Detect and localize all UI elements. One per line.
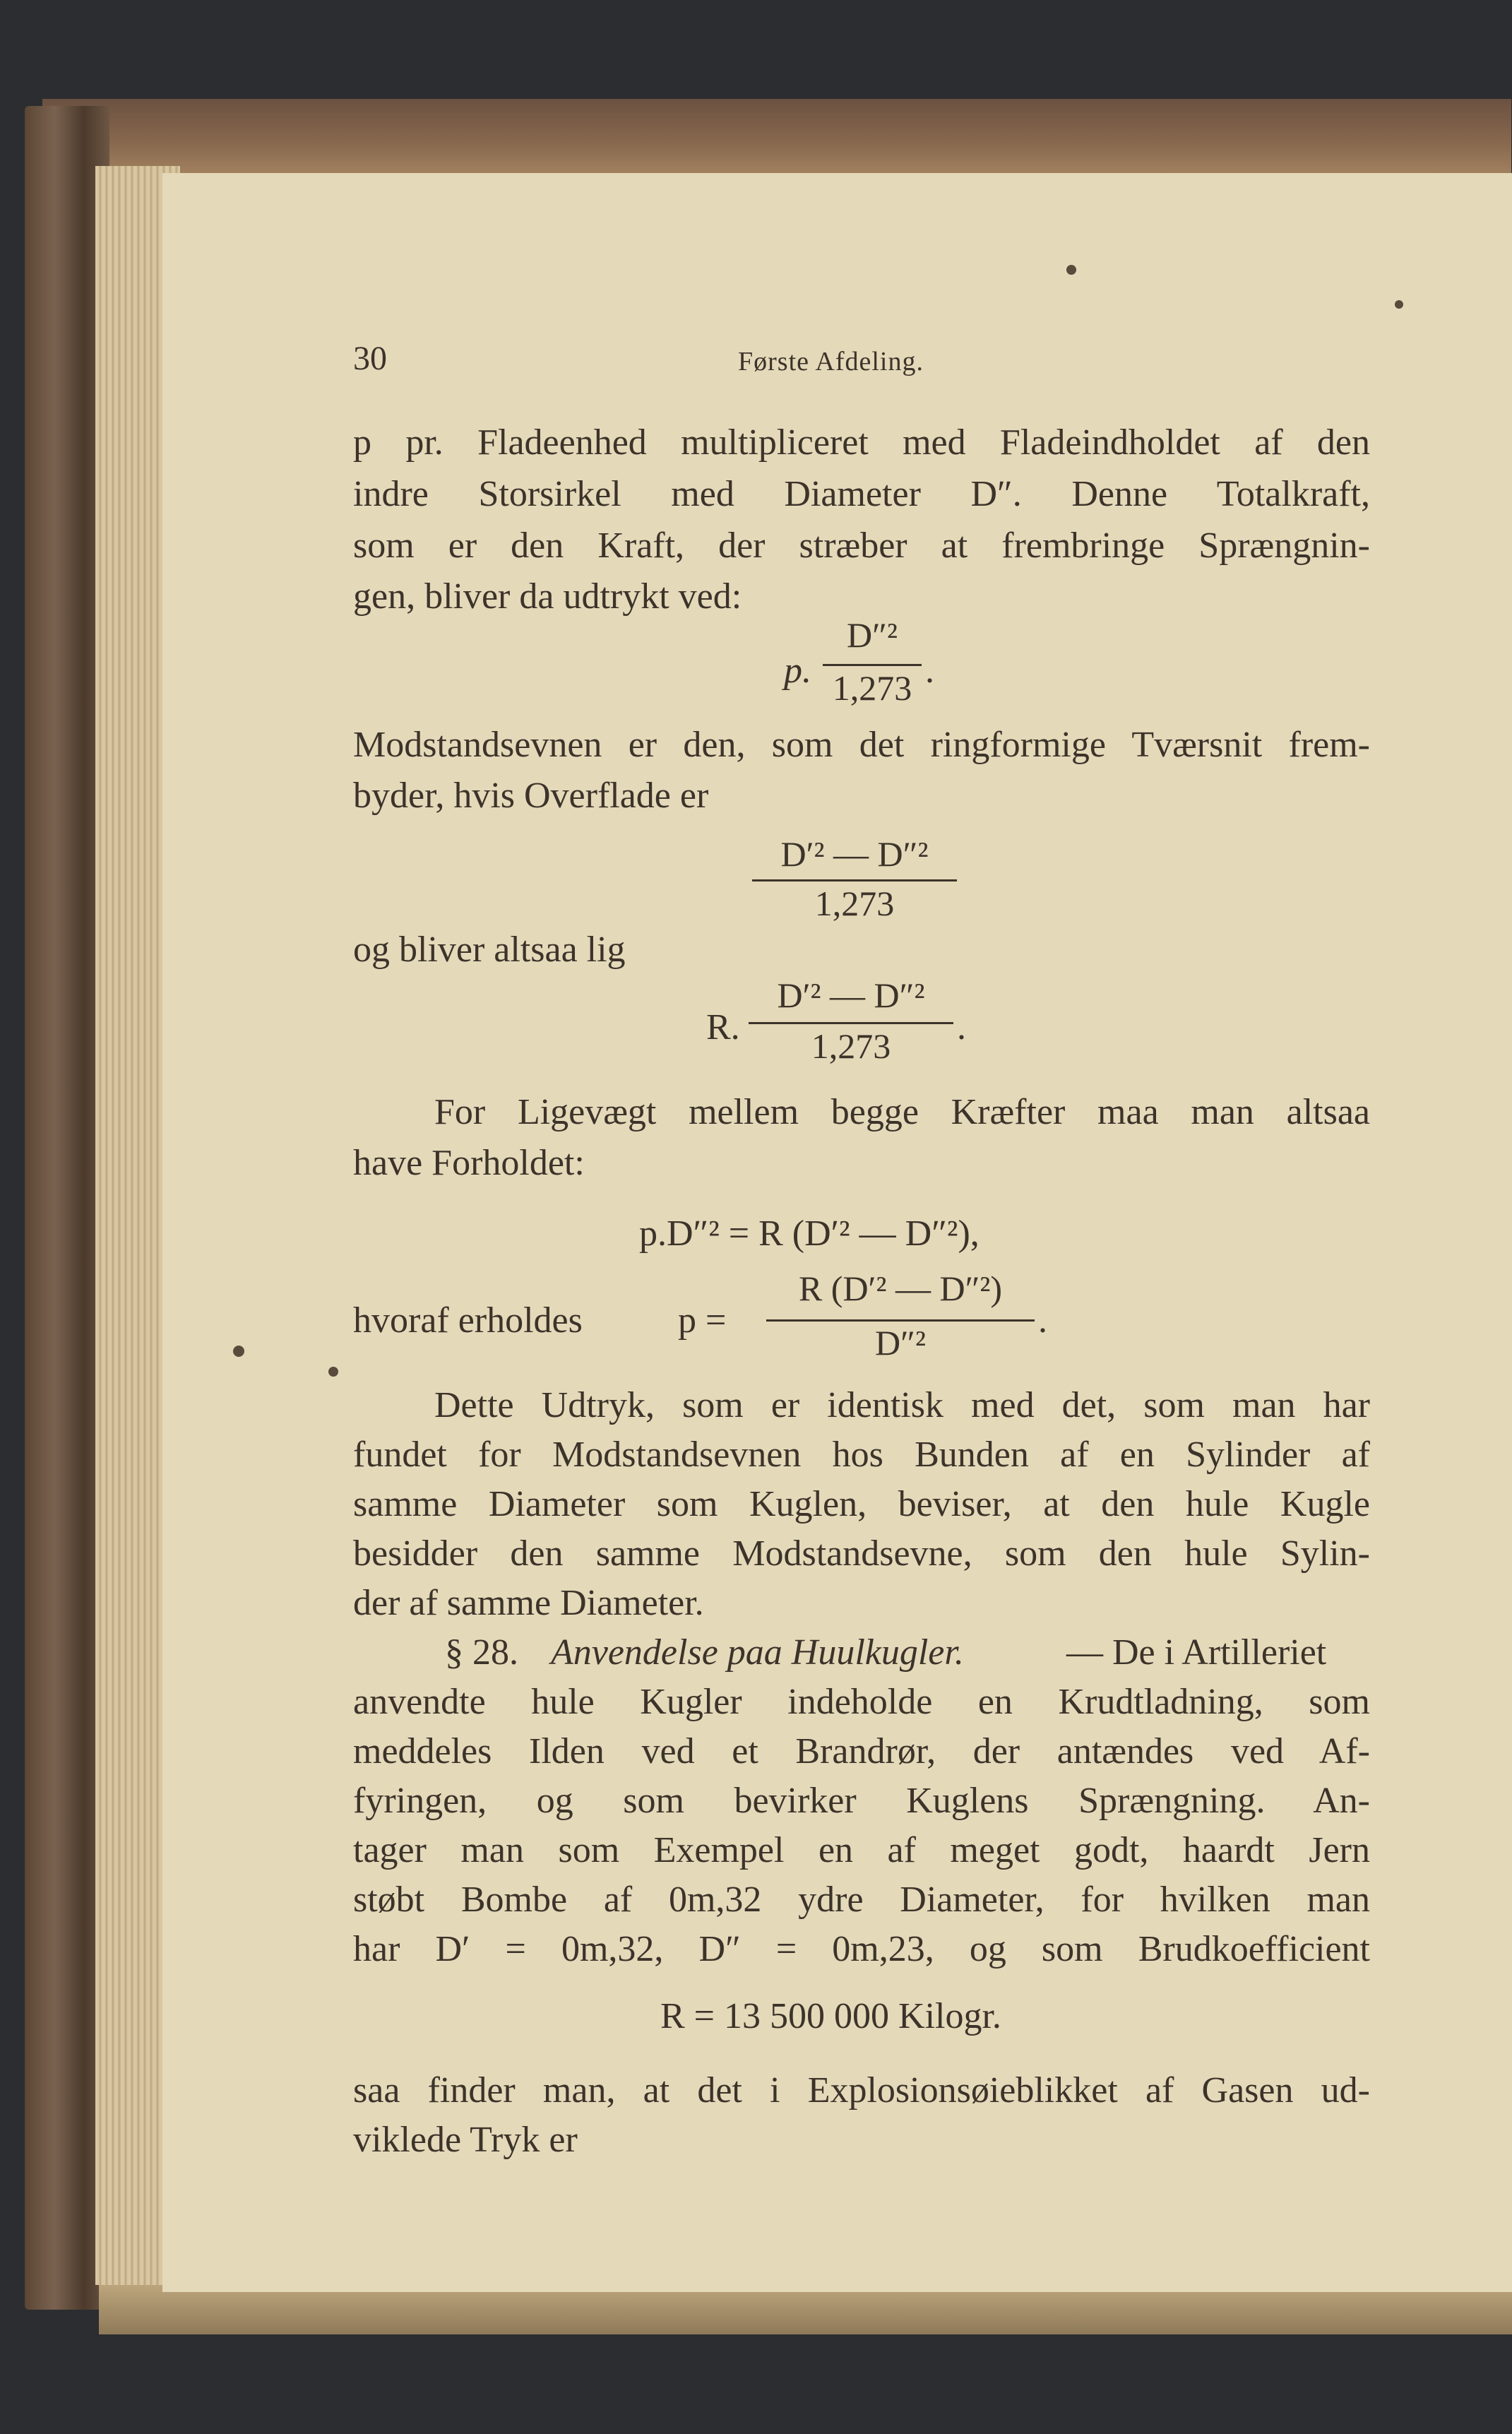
section-number: § 28. [445, 1632, 518, 1673]
text-line: have Forholdet: [353, 1143, 585, 1183]
formula-prefix: p. [784, 651, 811, 691]
text-line: p pr. Fladeenhed multipliceret med Fladeindholdet af den [353, 422, 1370, 463]
text-line: Dette Udtryk, som er identisk med det, som man har [434, 1385, 1370, 1425]
text-line: byder, hvis Overflade er [353, 776, 709, 816]
formula-numerator: D′² — D″² [777, 975, 925, 1015]
text-line: samme Diameter som Kuglen, beviser, at den hule Kugle [353, 1484, 1370, 1524]
text-line: anvendte hule Kugler indeholde en Krudtladning, som [353, 1682, 1370, 1722]
text-line: gen, bliver da udtrykt ved: [353, 576, 742, 617]
ink-spot [233, 1346, 244, 1357]
formula-denominator: 1,273 [811, 1026, 891, 1066]
formula-suffix: . [1038, 1300, 1047, 1341]
text-line: For Ligevægt mellem begge Kræfter maa man altsaa [434, 1092, 1370, 1132]
ink-spot [1395, 300, 1403, 309]
fraction-bar [823, 664, 922, 666]
formula-denominator: D″² [875, 1323, 926, 1363]
ink-spot [328, 1367, 338, 1377]
text-line: tager man som Exempel en af meget godt, haardt Jern [353, 1830, 1370, 1870]
text-line: fundet for Modstandsevnen hos Bunden af en Sylinder af [353, 1435, 1370, 1475]
text-line: viklede Tryk er [353, 2120, 578, 2160]
formula-prefix: p = [678, 1300, 727, 1341]
book-cover-top [42, 99, 1511, 177]
ink-spot [1066, 265, 1076, 275]
text-line: hvoraf erholdes [353, 1300, 583, 1341]
text-line: og bliver altsaa lig [353, 930, 626, 970]
book-bottom-edge [99, 2285, 1512, 2334]
fraction-bar [752, 879, 957, 881]
formula-prefix: R. [706, 1007, 740, 1047]
text-line: — De i Artilleriet [1066, 1632, 1327, 1673]
text-line: besidder den samme Modstandsevne, som den hule Sylin- [353, 1533, 1370, 1574]
text-line: meddeles Ilden ved et Brandrør, der antændes ved Af- [353, 1731, 1370, 1771]
running-title: Første Afdeling. [738, 347, 924, 376]
formula-numerator: D′² — D″² [780, 834, 929, 874]
formula-denominator: 1,273 [832, 668, 912, 708]
text-line: indre Storsirkel med Diameter D″. Denne Totalkraft, [353, 474, 1370, 514]
section-title: Anvendelse paa Huulkugler. [551, 1632, 964, 1673]
formula-numerator: R (D′² — D″²) [798, 1269, 1003, 1308]
text-line: som er den Kraft, der stræber at frembringe Sprængnin- [353, 526, 1370, 566]
formula-denominator: 1,273 [814, 884, 895, 923]
equation: p.D″² = R (D′² — D″²), [639, 1213, 980, 1254]
formula-numerator: D″² [847, 615, 898, 655]
formula-suffix: . [957, 1007, 966, 1047]
text-line: fyringen, og som bevirker Kuglens Sprængning. An- [353, 1781, 1370, 1821]
formula-suffix: . [925, 651, 934, 691]
page-number: 30 [353, 340, 387, 377]
text-line: saa finder man, at det i Explosionsøieblikket af Gasen ud- [353, 2070, 1370, 2111]
text-line: har D′ = 0m,32, D″ = 0m,23, og som Brudkoefficient [353, 1929, 1370, 1969]
equation: R = 13 500 000 Kilogr. [660, 1996, 1001, 2036]
fraction-bar [749, 1022, 953, 1024]
fraction-bar [766, 1319, 1035, 1322]
text-line: Modstandsevnen er den, som det ringformige Tværsnit frem- [353, 725, 1370, 765]
text-line: støbt Bombe af 0m,32 ydre Diameter, for hvilken man [353, 1880, 1370, 1920]
text-line: der af samme Diameter. [353, 1583, 704, 1623]
